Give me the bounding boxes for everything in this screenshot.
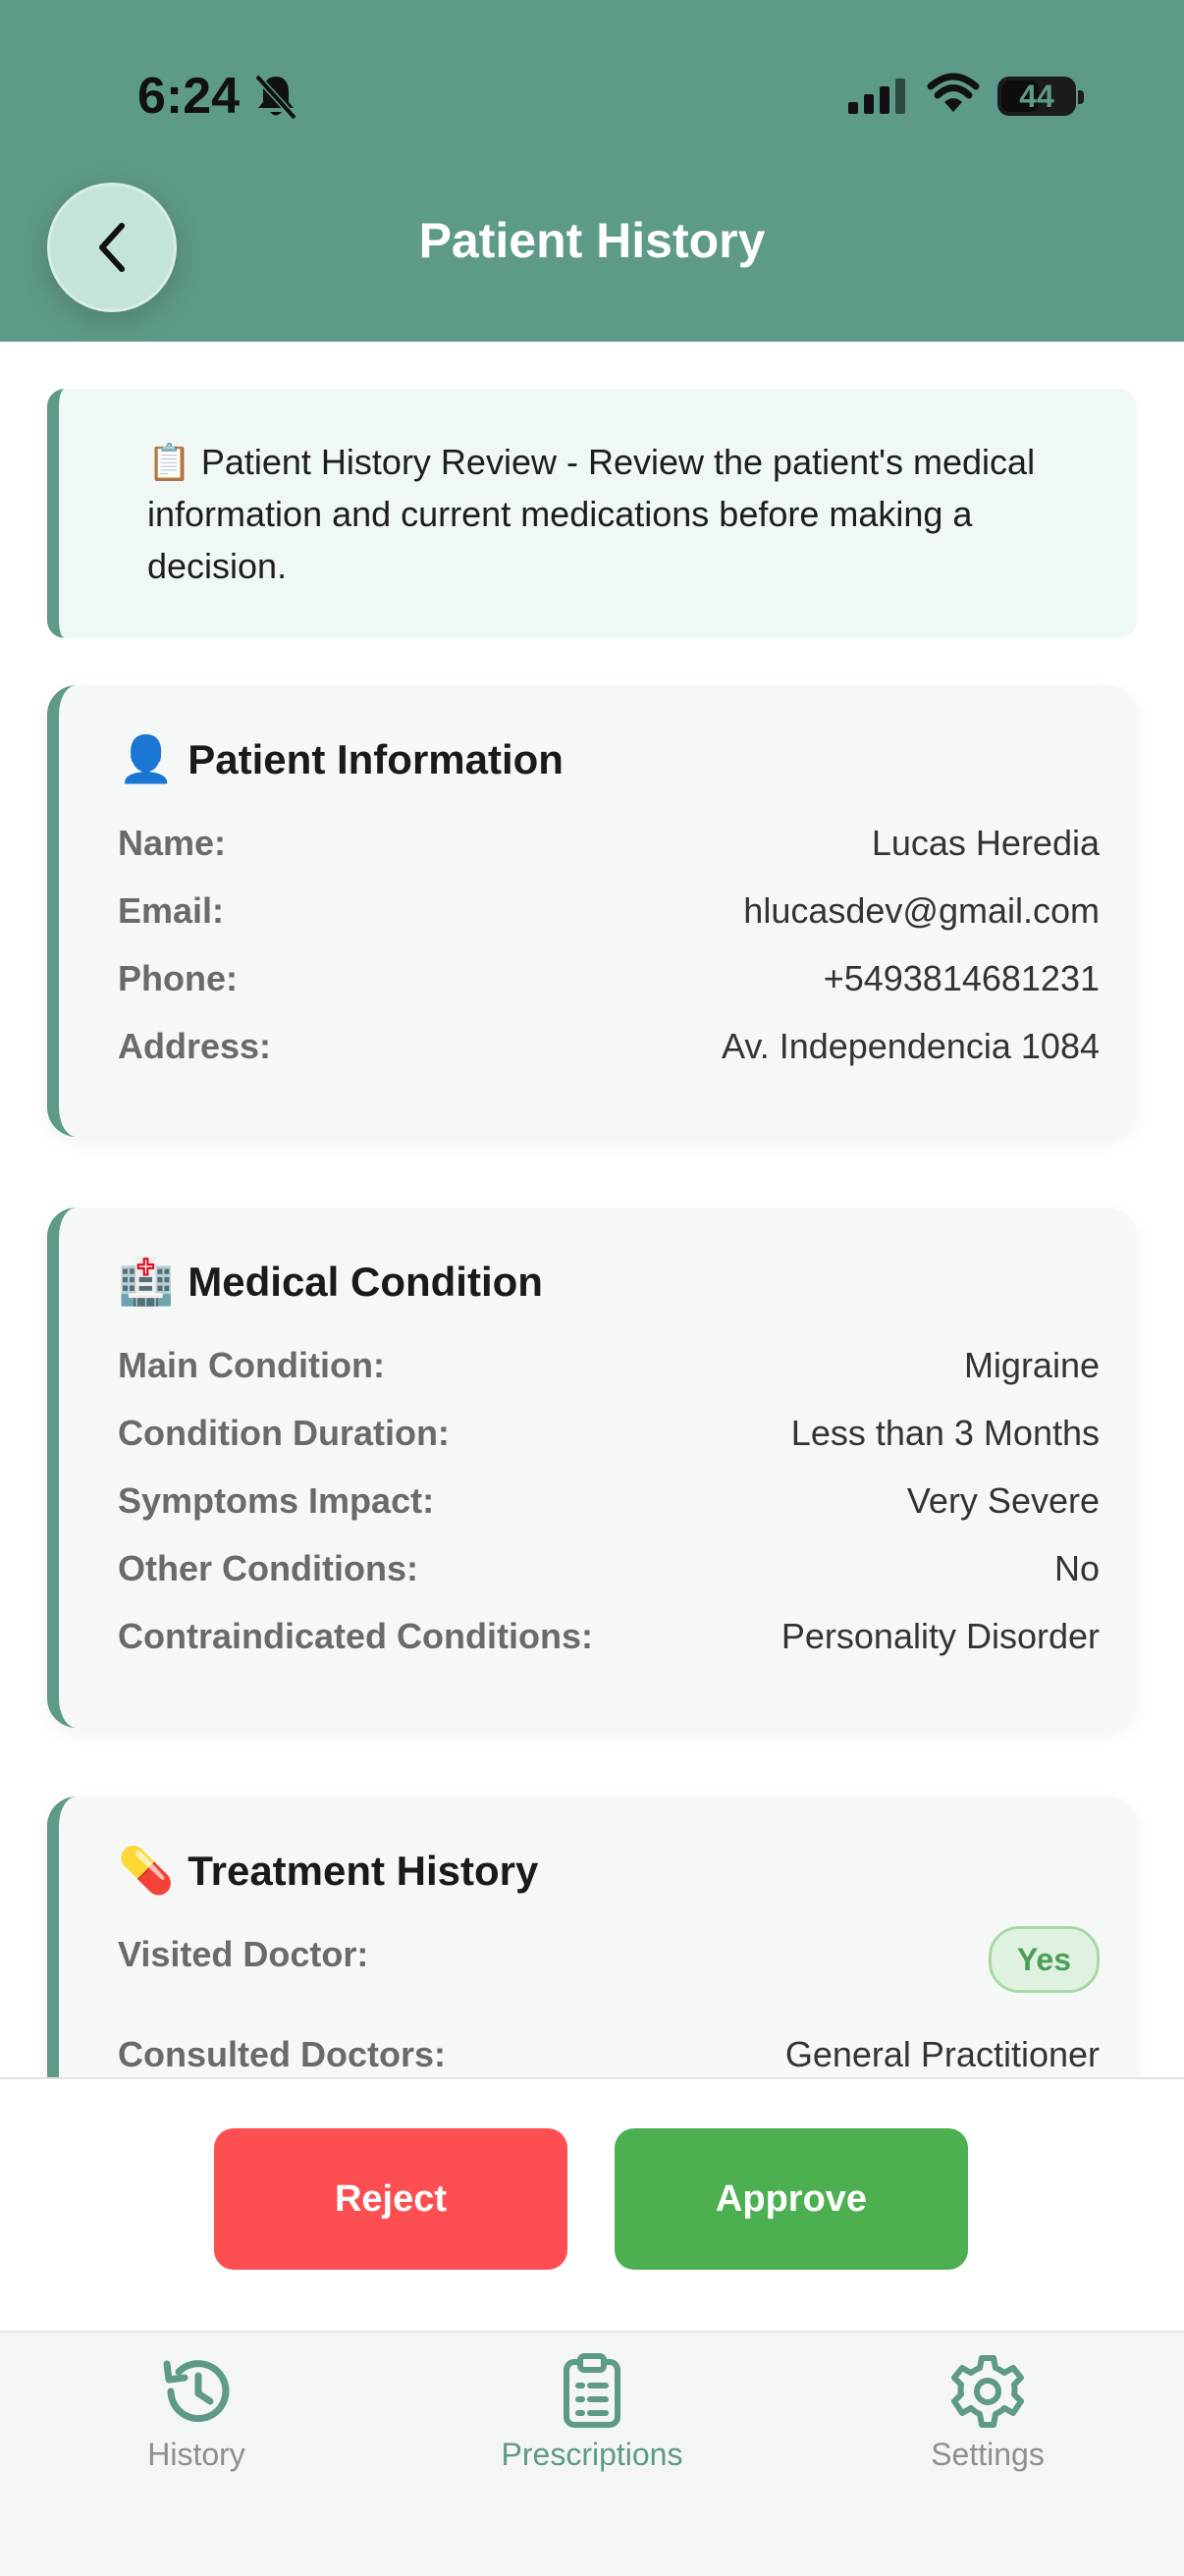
status-time: 6:24 <box>137 68 241 125</box>
clipboard-icon <box>553 2352 631 2431</box>
status-badge: Yes <box>989 1926 1100 1993</box>
treatment-history-card: 💊 Treatment History Visited Doctor: Yes Consulted Doctors: General Practitioner <box>47 1797 1137 2189</box>
history-icon <box>157 2352 236 2431</box>
approve-button[interactable]: Approve <box>615 2128 968 2270</box>
card-title: 💊 Treatment History <box>118 1845 539 1896</box>
card-title: 🏥 Medical Condition <box>118 1256 543 1307</box>
gear-icon <box>948 2352 1027 2431</box>
pill-icon: 💊 <box>118 1845 175 1896</box>
action-bar <box>0 2077 1184 2333</box>
wifi-icon <box>927 73 980 114</box>
banner-message: Patient History Review - Review the patient's medical information and current medications before making a decision. <box>147 442 1036 586</box>
reject-button[interactable]: Reject <box>214 2128 567 2270</box>
review-banner <box>47 389 1137 638</box>
person-icon: 👤 <box>118 733 175 784</box>
battery-level: 44 <box>1019 79 1054 114</box>
clipboard-emoji-icon: 📋 <box>147 442 191 482</box>
banner-text <box>147 436 1090 592</box>
battery-icon <box>997 77 1076 116</box>
bell-muted-icon <box>253 73 298 120</box>
hospital-icon: 🏥 <box>118 1256 175 1307</box>
nav-item-settings[interactable]: Settings <box>840 2352 1135 2473</box>
nav-item-prescriptions[interactable]: Prescriptions <box>445 2352 739 2473</box>
medical-condition-card: 🏥 Medical Condition Main Condition: Migraine Condition Duration: Less than 3 Months Symptoms Impact: Very Severe Other Conditions: No Contraindicated Conditions: Personality Disorder <box>47 1208 1137 1728</box>
bottom-nav <box>0 2331 1184 2576</box>
signal-icon <box>848 79 907 114</box>
header <box>0 0 1184 342</box>
patient-info-card: 👤 Patient Information Name: Lucas Heredia Email: hlucasdev@gmail.com Phone: +5493814681231 Address: Av. Independencia 1084 <box>47 685 1137 1137</box>
page-title: Patient History <box>418 213 766 268</box>
card-title: 👤 Patient Information <box>118 733 564 784</box>
nav-item-history[interactable]: History <box>49 2352 344 2473</box>
